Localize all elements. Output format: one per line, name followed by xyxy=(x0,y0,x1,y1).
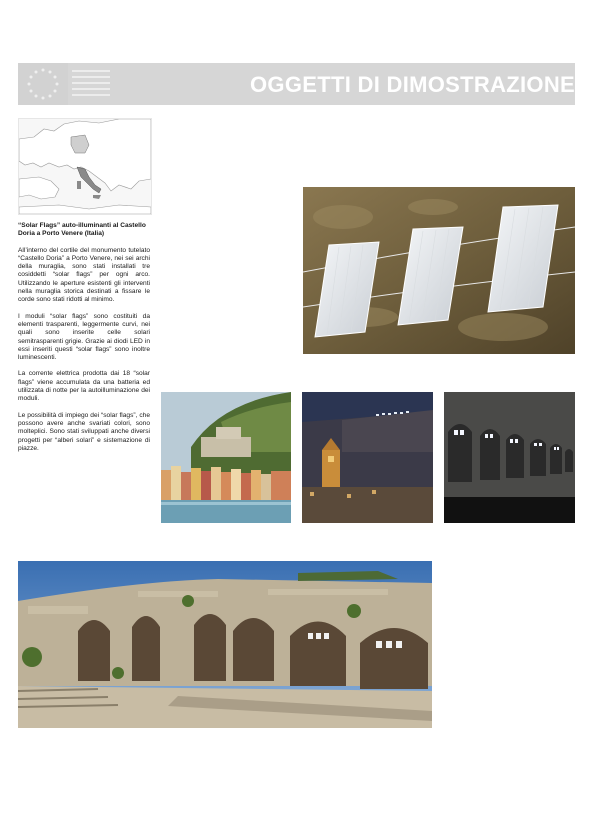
solar-flags-photo xyxy=(303,187,575,354)
article-paragraph: La corrente elettrica prodotta dai 18 “solar flags” viene accumulata da una batteria ed utilizzata di notte per la autoilluminazione dei moduli. xyxy=(18,370,150,403)
program-logo-icon xyxy=(72,67,110,101)
castle-wall-photo xyxy=(18,561,432,728)
eu-flag-icon xyxy=(18,63,68,105)
article-text xyxy=(18,222,150,461)
night-church-photo xyxy=(302,392,433,523)
article-paragraph: Le possibilità di impiego dei “solar flags”, che possono avere anche svariati colori, sono molteplici. Sono stati sviluppati anche diversi progetti per “alberi solari” e sistemazione di piazze. xyxy=(18,411,150,452)
page-title: OGGETTI DI DIMOSTRAZIONE xyxy=(250,72,575,97)
porto-venere-photo xyxy=(161,392,291,523)
article-title: “Solar Flags” auto-illuminanti al Castello Doria a Porto Venere (Italia) xyxy=(18,222,146,238)
illuminated-arches-photo xyxy=(444,392,575,523)
article-paragraph: All’interno del cortile del monumento tutelato “Castello Doria” a Porto Venere, nei sei archi della muraglia, sono stati installati tre cosiddetti “solar flags” per ogni arco. Utilizzando le aperture esistenti gli interventi nella muraglia storica destinati a fissare le corde sono stati ridotti al minimo. xyxy=(18,246,150,304)
article-paragraph: I moduli “solar flags” sono costituiti da elementi trasparenti, leggermente curvi, nei quali sono inserite celle solari semitrasparenti grigie. Grazie ai diodi LED in essi inseriti questi “solar flags” sono inoltre luminescenti. xyxy=(18,312,150,362)
location-map xyxy=(18,118,152,215)
